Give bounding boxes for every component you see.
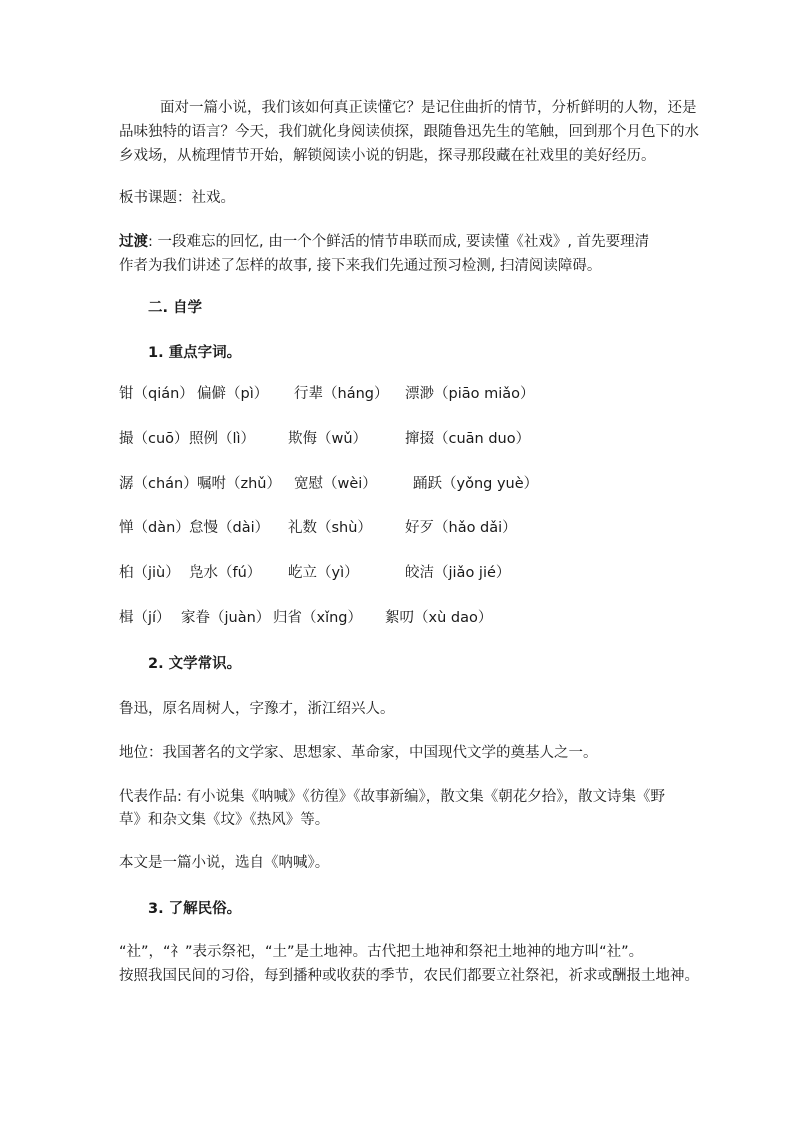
subsection-2-heading: 2. 文学常识。 bbox=[148, 656, 242, 672]
vocab-item: 屹立（yì） bbox=[288, 565, 359, 581]
vocab-item: 行辈（háng） bbox=[294, 386, 389, 402]
vocab-row bbox=[119, 561, 719, 585]
custom-line-1: “社”，“礻”表示祭祀，“土”是土地神。古代把土地神和祭祀土地神的地方叫“社”。 bbox=[119, 944, 644, 960]
vocab-item: 皎洁（jiǎo jié） bbox=[405, 565, 511, 581]
section-2-heading: 二. 自学 bbox=[148, 300, 203, 316]
vocab-item: 偏僻（pì） bbox=[197, 386, 269, 402]
vocab-item: 撺掇（cuān duo） bbox=[405, 431, 531, 447]
subsection-1-heading: 1. 重点字词。 bbox=[148, 345, 242, 361]
vocab-item: 絮叨（xù dao） bbox=[385, 610, 493, 626]
lit-works-line-1: 代表作品: 有小说集《呐喊》《彷徨》《故事新编》，散文集《朝花夕拾》，散文诗集《野 bbox=[119, 789, 665, 805]
intro-line-2: 品味独特的语言？今天，我们就化身阅读侦探，跟随鲁迅先生的笔触，回到那个月色下的水 bbox=[119, 124, 699, 140]
vocab-item: 欺侮（wǔ） bbox=[288, 431, 368, 447]
transition-line-2: 作者为我们讲述了怎样的故事, 接下来我们先通过预习检测, 扫清阅读障碍。 bbox=[119, 258, 602, 274]
lit-author: 鲁迅，原名周树人，字豫才，浙江绍兴人。 bbox=[119, 701, 395, 717]
vocab-row bbox=[119, 606, 719, 630]
vocab-item: 归省（xǐng） bbox=[273, 610, 363, 626]
vocab-item: 漂渺（piāo miǎo） bbox=[405, 386, 535, 402]
vocab-item: 好歹（hǎo dǎi） bbox=[405, 520, 517, 536]
vocab-row bbox=[119, 382, 719, 406]
vocab-item: 宽慰（wèi） bbox=[294, 476, 377, 492]
vocab-item: 嘱咐（zhǔ） bbox=[197, 476, 281, 492]
vocab-item: 楫（jí） bbox=[119, 610, 171, 626]
vocab-row bbox=[119, 516, 719, 540]
lit-source: 本文是一篇小说，选自《呐喊》。 bbox=[119, 855, 330, 871]
vocab-item: 潺（chán） bbox=[119, 476, 198, 492]
vocab-item: 惮（dàn） bbox=[119, 520, 190, 536]
transition-label: 过渡 bbox=[119, 234, 148, 250]
board-title: 板书课题：社戏。 bbox=[119, 190, 235, 206]
transition-line-1 bbox=[119, 230, 679, 254]
lit-status: 地位：我国著名的文学家、思想家、革命家，中国现代文学的奠基人之一。 bbox=[119, 745, 598, 761]
vocab-item: 钳（qián） bbox=[119, 386, 194, 402]
vocab-item: 照例（lì） bbox=[189, 431, 256, 447]
vocab-item: 礼数（shù） bbox=[288, 520, 372, 536]
vocab-item: 家眷（juàn） bbox=[181, 610, 271, 626]
vocab-item: 桕（jiù） bbox=[119, 565, 180, 581]
vocab-item: 撮（cuō） bbox=[119, 431, 189, 447]
vocab-item: 凫水（fú） bbox=[189, 565, 262, 581]
vocab-row bbox=[119, 427, 719, 451]
vocab-row bbox=[119, 472, 719, 496]
vocab-item: 怠慢（dài） bbox=[189, 520, 270, 536]
transition-text-1: : 一段难忘的回忆, 由一个个鲜活的情节串联而成, 要读懂《社戏》, 首先要理清 bbox=[148, 234, 650, 250]
subsection-3-heading: 3. 了解民俗。 bbox=[148, 901, 242, 917]
vocab-item: 踊跃（yǒng yuè） bbox=[413, 476, 539, 492]
intro-line-1: 面对一篇小说，我们该如何真正读懂它？是记住曲折的情节，分析鲜明的人物，还是 bbox=[160, 100, 697, 116]
intro-line-3: 乡戏场，从梳理情节开始，解锁阅读小说的钥匙，探寻那段藏在社戏里的美好经历。 bbox=[119, 148, 656, 164]
custom-line-2: 按照我国民间的习俗，每到播种或收获的季节，农民们都要立社祭祀，祈求或酬报土地神。 bbox=[119, 968, 699, 984]
lit-works-line-2: 草》和杂文集《坟》《热风》等。 bbox=[119, 812, 330, 828]
